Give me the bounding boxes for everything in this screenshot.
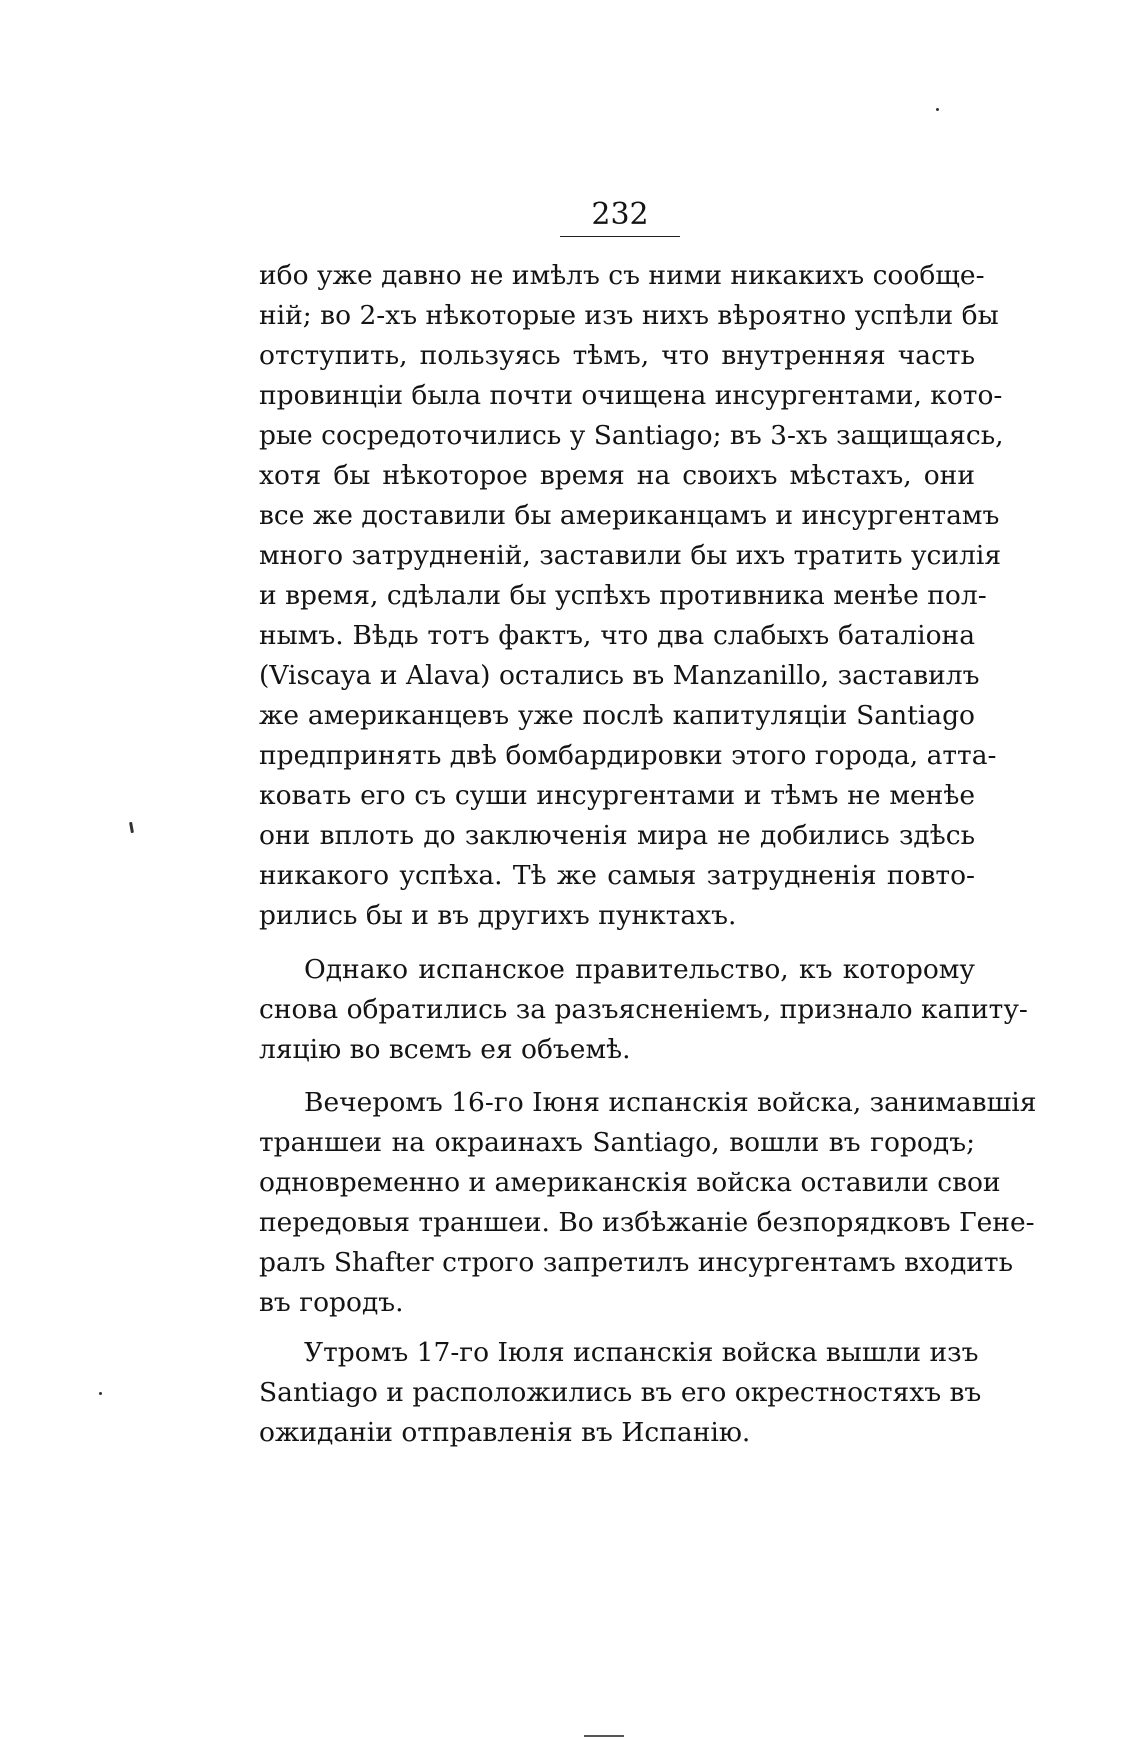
text-line: нымъ. Вѣдь тотъ фактъ, что два слабыхъ баталіона [259, 620, 975, 651]
scan-speck [936, 108, 939, 111]
text-line: отступить, пользуясь тѣмъ, что внутренняя часть [259, 340, 975, 371]
scan-speck [584, 1735, 624, 1737]
text-line: въ городъ. [259, 1287, 404, 1318]
text-line: рые сосредоточились у Santiago; въ 3-хъ защищаясь, [259, 420, 1004, 451]
text-line: много затрудненій, заставили бы ихъ тратить усилія [259, 540, 1002, 571]
text-line: рились бы и въ другихъ пунктахъ. [259, 900, 737, 931]
text-line: ляцію во всемъ ея объемѣ. [259, 1034, 631, 1065]
paragraph-1 [259, 256, 1004, 936]
text-line: же американцевъ уже послѣ капитуляціи Santiago [259, 700, 975, 731]
text-line: передовыя траншеи. Во избѣжаніе безпорядковъ Гене- [259, 1207, 1035, 1238]
text-line: снова обратились за разъясненіемъ, признало капиту- [259, 994, 1028, 1025]
text-line: траншеи на окраинахъ Santiago, вошли въ городъ; [259, 1127, 975, 1158]
text-line: хотя бы нѣкоторое время на своихъ мѣстахъ, они [259, 460, 975, 491]
paragraph-2 [259, 950, 1028, 1070]
scan-speck [99, 1392, 102, 1395]
text-line: они вплоть до заключенія мира не добились здѣсь [259, 820, 975, 851]
paragraph-4 [259, 1333, 982, 1453]
scan-speck [129, 822, 134, 833]
text-line: ожиданіи отправленія въ Испанію. [259, 1417, 751, 1448]
text-line: и время, сдѣлали бы успѣхъ противника менѣе пол- [259, 580, 987, 611]
text-line: Вечеромъ 16-го Іюня испанскія войска, занимавшія [304, 1087, 1037, 1118]
text-line: ибо уже давно не имѣлъ съ ними никакихъ сообще- [259, 260, 985, 291]
text-line: ній; во 2-хъ нѣкоторые изъ нихъ вѣроятно успѣли бы [259, 300, 999, 331]
page-number: 232 [560, 198, 680, 237]
text-line: ралъ Shafter строго запретилъ инсургентамъ входить [259, 1247, 1014, 1278]
text-line: Утромъ 17-го Іюля испанскія войска вышли изъ [304, 1337, 979, 1368]
text-line: все же доставили бы американцамъ и инсургентамъ [259, 500, 1000, 531]
text-line: Однако испанское правительство, къ которому [304, 954, 975, 985]
text-line: провинціи была почти очищена инсургентами, кото- [259, 380, 1003, 411]
text-line: (Viscaya и Alava) остались въ Manzanillo, заставилъ [259, 660, 980, 691]
text-line: никакого успѣха. Тѣ же самыя затрудненія повто- [259, 860, 975, 891]
text-line: одновременно и американскія войска оставили свои [259, 1167, 1001, 1198]
text-line: предпринять двѣ бомбардировки этого города, атта- [259, 740, 997, 771]
text-line: Santiago и расположились въ его окрестностяхъ въ [259, 1377, 982, 1408]
text-line: ковать его съ суши инсургентами и тѣмъ не менѣе [259, 780, 975, 811]
paragraph-3 [259, 1083, 1037, 1323]
